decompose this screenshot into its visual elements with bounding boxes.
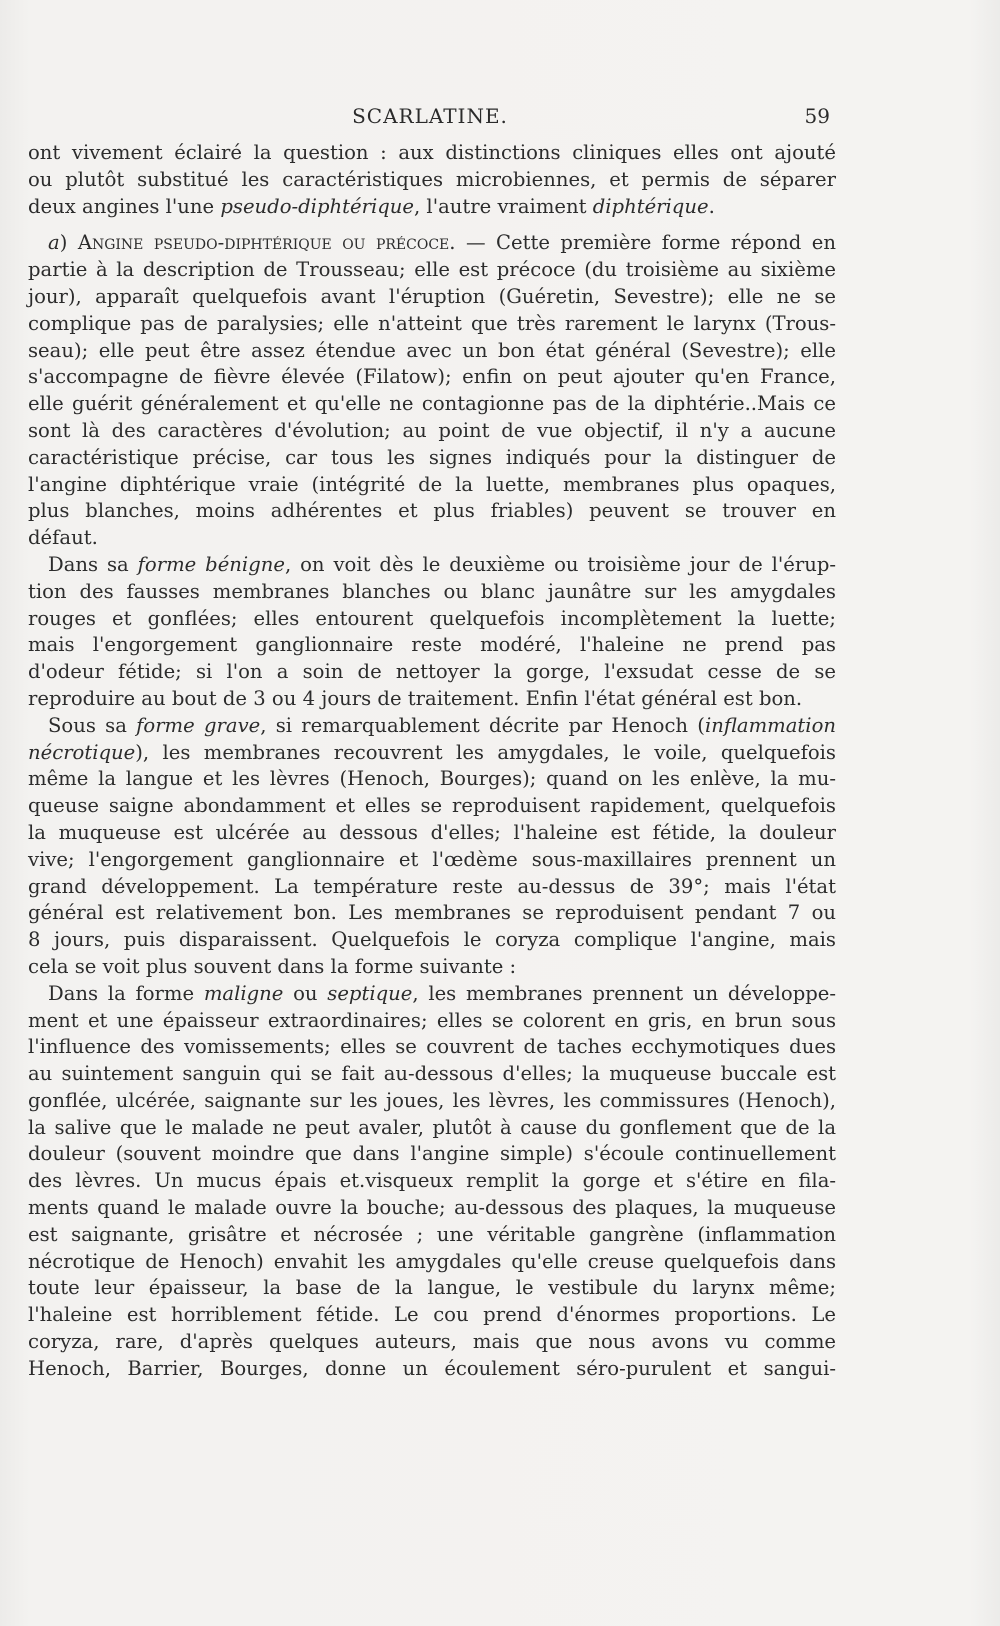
text-line <box>28 981 836 1008</box>
text-segment: Dans sa <box>48 552 138 576</box>
text-line <box>28 1302 836 1329</box>
text-line <box>28 445 836 472</box>
text-segment: l'angine diphtérique vraie (intégrité de la luette, membranes plus opaques, <box>28 472 836 496</box>
text-segment: l'haleine est horriblement fétide. Le cou prend d'énormes proportions. Le <box>28 1303 836 1327</box>
text-segment: caractéristique précise, car tous les signes indiqués pour la distinguer de <box>28 445 836 469</box>
text-segment: Dans la forme <box>48 981 204 1005</box>
text-segment: général est relativement bon. Les membranes se reproduisent pendant 7 ou <box>28 901 836 925</box>
text-line <box>28 1115 836 1142</box>
text-line <box>28 552 836 579</box>
text-segment: Henoch, Barrier, Bourges, donne un écoulement séro-purulent et sangui- <box>28 1356 836 1380</box>
text-line <box>28 1141 836 1168</box>
text-line <box>28 954 836 981</box>
text-segment: la muqueuse est ulcérée au dessous d'elles; l'haleine est fétide, la douleur <box>28 820 836 844</box>
text-line <box>28 364 836 391</box>
text-segment: au suintement sanguin qui se fait au-dessous d'elles; la muqueuse buccale est <box>28 1062 836 1086</box>
text-segment: ou plutôt substitué les caractéristiques microbiennes, et permis de séparer <box>28 167 836 191</box>
text-segment: défaut. <box>28 526 98 550</box>
small-caps-heading: Angine pseudo-diphtérique ou précoce. <box>77 231 456 255</box>
text-line <box>28 391 836 418</box>
text-line <box>28 874 836 901</box>
page-number: 59 <box>804 104 830 128</box>
italic-text: forme grave <box>136 713 261 737</box>
text-line <box>28 1275 836 1302</box>
text-line <box>28 927 836 954</box>
text-line <box>28 140 836 167</box>
text-segment: ments quand le malade ouvre la bouche; au-dessous des plaques, la muqueuse <box>28 1196 836 1220</box>
page-header <box>30 104 830 134</box>
text-segment: des lèvres. Un mucus épais et.visqueux remplit la gorge et s'étire en fila- <box>28 1169 836 1193</box>
text-segment: sont là des caractères d'évolution; au point de vue objectif, il n'y a aucune <box>28 418 836 442</box>
italic-text: nécrotique <box>28 740 136 764</box>
text-line <box>28 194 836 221</box>
text-line <box>28 606 836 633</box>
text-segment: vive; l'engorgement ganglionnaire et l'œdème sous-maxillaires prennent un <box>28 847 836 871</box>
text-line <box>28 230 836 257</box>
text-segment: complique pas de paralysies; elle n'atteint que très rarement le larynx (Trous- <box>28 311 836 335</box>
text-line <box>28 418 836 445</box>
text-segment: tion des fausses membranes blanches ou blanc jaunâtre sur les amygdales <box>28 579 836 603</box>
text-line <box>28 820 836 847</box>
text-line <box>28 498 836 525</box>
text-line <box>28 793 836 820</box>
text-segment: Sous sa <box>48 713 137 737</box>
text-line <box>28 1034 836 1061</box>
text-line <box>28 1195 836 1222</box>
text-segment: coryza, rare, d'après quelques auteurs, mais que nous avons vu comme <box>28 1330 836 1354</box>
body-text <box>28 140 836 1383</box>
text-segment: 8 jours, puis disparaissent. Quelquefois le coryza complique l'angine, mais <box>28 928 836 952</box>
text-line <box>28 472 836 499</box>
text-line <box>28 766 836 793</box>
text-segment: queuse saigne abondamment et elles se reproduisent rapidement, quelquefois <box>28 794 836 818</box>
text-segment: , on voit dès le deuxième ou troisième jour de l'érup- <box>284 552 836 576</box>
text-segment: . <box>708 194 715 218</box>
text-line <box>28 686 836 713</box>
text-line <box>28 1008 836 1035</box>
text-segment: mais l'engorgement ganglionnaire reste modéré, l'haleine ne prend pas <box>28 633 836 657</box>
text-segment: nécrotique de Henoch) envahit les amygdales qu'elle creuse quelquefois dans <box>28 1249 836 1273</box>
text-segment: ) <box>59 231 78 255</box>
text-segment: rouges et gonflées; elles entourent quelquefois incomplètement la luette; <box>28 606 836 630</box>
text-line <box>28 659 836 686</box>
text-segment: , les membranes prennent un développe- <box>412 981 837 1005</box>
italic-text: pseudo-diphtérique <box>220 194 414 218</box>
text-segment: seau); elle peut être assez étendue avec un bon état général (Sevestre); elle <box>28 338 836 362</box>
text-segment: est saignante, grisâtre et nécrosée ; une véritable gangrène (inflammation <box>28 1222 836 1246</box>
italic-text: inflammation <box>704 713 836 737</box>
text-segment: elle guérit généralement et qu'elle ne contagionne pas de la diphtérie..Mais ce <box>28 392 836 416</box>
text-line <box>28 1356 836 1383</box>
text-segment: jour), apparaît quelquefois avant l'éruption (Guéretin, Sevestre); elle ne se <box>28 284 836 308</box>
text-line <box>28 1088 836 1115</box>
text-line <box>28 740 836 767</box>
text-line <box>28 579 836 606</box>
text-line <box>28 167 836 194</box>
text-segment: douleur (souvent moindre que dans l'angine simple) s'écoule continuellement <box>28 1142 836 1166</box>
text-segment: cela se voit plus souvent dans la forme suivante : <box>28 954 517 978</box>
text-segment: — Cette première forme répond en <box>455 231 837 255</box>
text-line <box>28 311 836 338</box>
running-title: SCARLATINE. <box>352 104 508 128</box>
text-line <box>28 847 836 874</box>
text-segment: partie à la description de Trousseau; elle est précoce (du troisième au sixième <box>28 258 836 282</box>
text-line <box>28 1249 836 1276</box>
italic-text: maligne <box>203 981 284 1005</box>
text-segment: l'influence des vomissements; elles se couvrent de taches ecchymotiques dues <box>28 1035 836 1059</box>
text-segment: ment et une épaisseur extraordinaires; elles se colorent en gris, en brun sous <box>28 1008 836 1032</box>
text-line <box>28 632 836 659</box>
text-segment: s'accompagne de fièvre élevée (Filatow); enfin on peut ajouter qu'en France, <box>28 365 836 389</box>
text-segment: reproduire au bout de 3 ou 4 jours de traitement. Enfin l'état général est bon. <box>28 686 803 710</box>
italic-text: forme bénigne <box>137 552 285 576</box>
italic-text: septique <box>327 981 413 1005</box>
text-segment: , l'autre vraiment <box>413 194 593 218</box>
text-line <box>28 713 836 740</box>
text-line <box>28 900 836 927</box>
text-line <box>28 1061 836 1088</box>
text-segment: d'odeur fétide; si l'on a soin de nettoyer la gorge, l'exsudat cesse de se <box>28 660 836 684</box>
text-line <box>28 284 836 311</box>
text-segment: ), les membranes recouvrent les amygdales, le voile, quelquefois <box>135 740 836 764</box>
text-segment: toute leur épaisseur, la base de la langue, le vestibule du larynx même; <box>28 1276 836 1300</box>
text-segment: la salive que le malade ne peut avaler, plutôt à cause du gonflement que de la <box>28 1115 836 1139</box>
italic-text: a <box>48 231 60 255</box>
text-line <box>28 1222 836 1249</box>
text-segment: deux angines l'une <box>28 194 221 218</box>
text-segment: plus blanches, moins adhérentes et plus friables) peuvent se trouver en <box>28 499 836 523</box>
text-line <box>28 525 836 552</box>
text-segment: ont vivement éclairé la question : aux distinctions cliniques elles ont ajouté <box>28 141 836 164</box>
text-segment: , si remarquablement décrite par Henoch ( <box>260 713 705 737</box>
text-line <box>28 338 836 365</box>
italic-text: diphtérique <box>592 194 709 218</box>
text-line <box>28 1168 836 1195</box>
text-segment: ou <box>283 981 328 1005</box>
text-segment: grand développement. La température reste au-dessus de 39°; mais l'état <box>28 874 836 898</box>
text-segment: gonflée, ulcérée, saignante sur les joues, les lèvres, les commissures (Henoch), <box>28 1088 836 1112</box>
text-line <box>28 257 836 284</box>
text-line <box>28 1329 836 1356</box>
text-segment: même la langue et les lèvres (Henoch, Bourges); quand on les enlève, la mu- <box>28 767 836 791</box>
